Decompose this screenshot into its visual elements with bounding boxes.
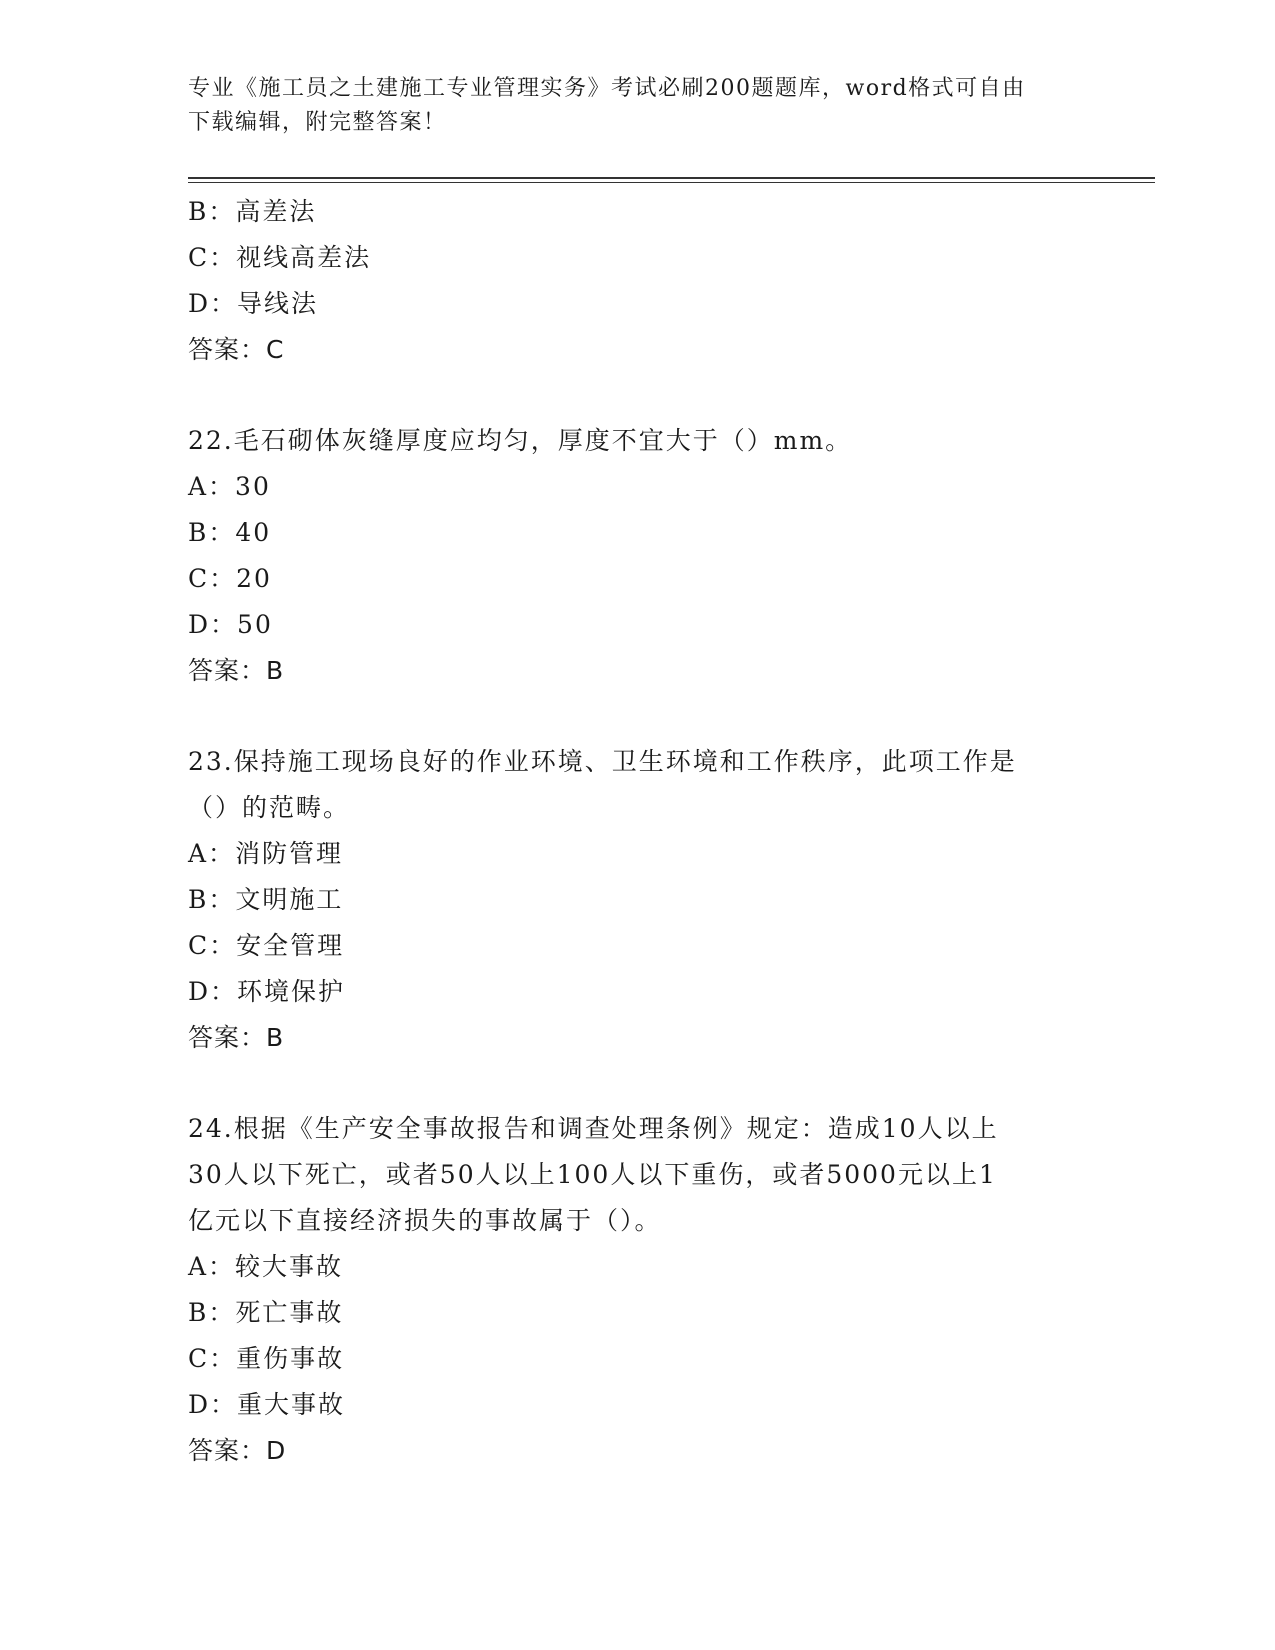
header-line-1: 专业《施工员之土建施工专业管理实务》考试必刷200题题库，word格式可自由	[188, 76, 1026, 101]
answer: 答案：B	[188, 656, 285, 685]
answer: 答案：C	[188, 335, 285, 364]
option-b: B：文明施工	[188, 885, 344, 914]
question-stem: 30人以下死亡，或者50人以上100人以下重伤，或者5000元以上1	[188, 1160, 997, 1189]
question-list	[188, 189, 1088, 1474]
option-b: B：死亡事故	[188, 1298, 344, 1327]
header-divider-thin	[188, 182, 1155, 183]
option-b: B：40	[188, 518, 272, 547]
option-c: C：重伤事故	[188, 1344, 345, 1373]
option-d: D：环境保护	[188, 977, 346, 1006]
header-divider-thick	[188, 177, 1155, 179]
option-c: C：20	[188, 564, 272, 593]
question-stem: （）的范畴。	[188, 793, 351, 822]
option-a: A：较大事故	[188, 1252, 344, 1281]
question-24	[188, 1106, 1088, 1474]
option-b: B：高差法	[188, 197, 317, 226]
option-d: D：50	[188, 610, 273, 639]
answer: 答案：B	[188, 1023, 285, 1052]
spacer	[188, 694, 1088, 739]
answer: 答案：D	[188, 1436, 287, 1465]
option-a: A：消防管理	[188, 839, 344, 868]
question-23	[188, 739, 1088, 1061]
option-c: C：视线高差法	[188, 243, 372, 272]
option-d: D：重大事故	[188, 1390, 346, 1419]
question-stem: 24.根据《生产安全事故报告和调查处理条例》规定：造成10人以上	[188, 1114, 999, 1143]
document-header	[188, 72, 1068, 140]
question-22	[188, 418, 1088, 694]
option-d: D：导线法	[188, 289, 319, 318]
spacer	[188, 373, 1088, 418]
question-21-tail	[188, 189, 1088, 373]
spacer	[188, 1061, 1088, 1106]
question-stem: 22.毛石砌体灰缝厚度应均匀，厚度不宜大于（）mm。	[188, 426, 853, 455]
option-a: A：30	[188, 472, 271, 501]
header-line-2: 下载编辑，附完整答案！	[188, 110, 447, 135]
question-stem: 23.保持施工现场良好的作业环境、卫生环境和工作秩序，此项工作是	[188, 747, 1017, 776]
option-c: C：安全管理	[188, 931, 345, 960]
question-stem: 亿元以下直接经济损失的事故属于（）。	[188, 1206, 662, 1235]
